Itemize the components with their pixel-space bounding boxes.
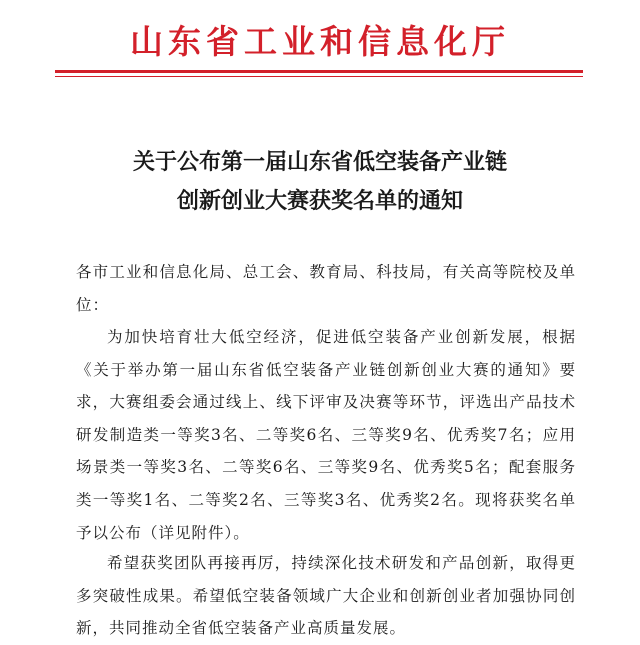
letterhead-org-name: 山东省工业和信息化厅	[130, 22, 510, 61]
letterhead-red-rule	[55, 70, 583, 73]
salutation: 各市工业和信息化局、总工会、教育局、科技局，有关高等院校及单位：	[76, 263, 576, 314]
body-paragraph-award-summary: 为加快培育壮大低空经济，促进低空装备产业创新发展，根据《关于举办第一届山东省低空装备产业链创新创业大赛的通知》要求，大赛组委会通过线上、线下评审及决赛等环节，评选出产品技术研发制造类一等奖3名、二等奖6名、三等奖9名、优秀奖7名；应用场景类一等奖3名、二等奖6名、三等奖9名、优秀奖5名；配套服务类一等奖1名、二等奖2名、三等奖3名、优秀奖2名。现将获奖名单予以公布（详见附件）。	[76, 328, 576, 542]
letterhead-red-rule-thin	[55, 76, 583, 77]
notice-title-line-2: 创新创业大赛获奖名单的通知	[176, 188, 463, 214]
notice-title-line-1: 关于公布第一届山东省低空装备产业链	[132, 149, 507, 175]
body-paragraph-expectations: 希望获奖团队再接再厉，持续深化技术研发和产品创新，取得更多突破性成果。希望低空装备领域广大企业和创新创业者加强协同创新，共同推动全省低空装备产业高质量发展。	[76, 554, 576, 638]
